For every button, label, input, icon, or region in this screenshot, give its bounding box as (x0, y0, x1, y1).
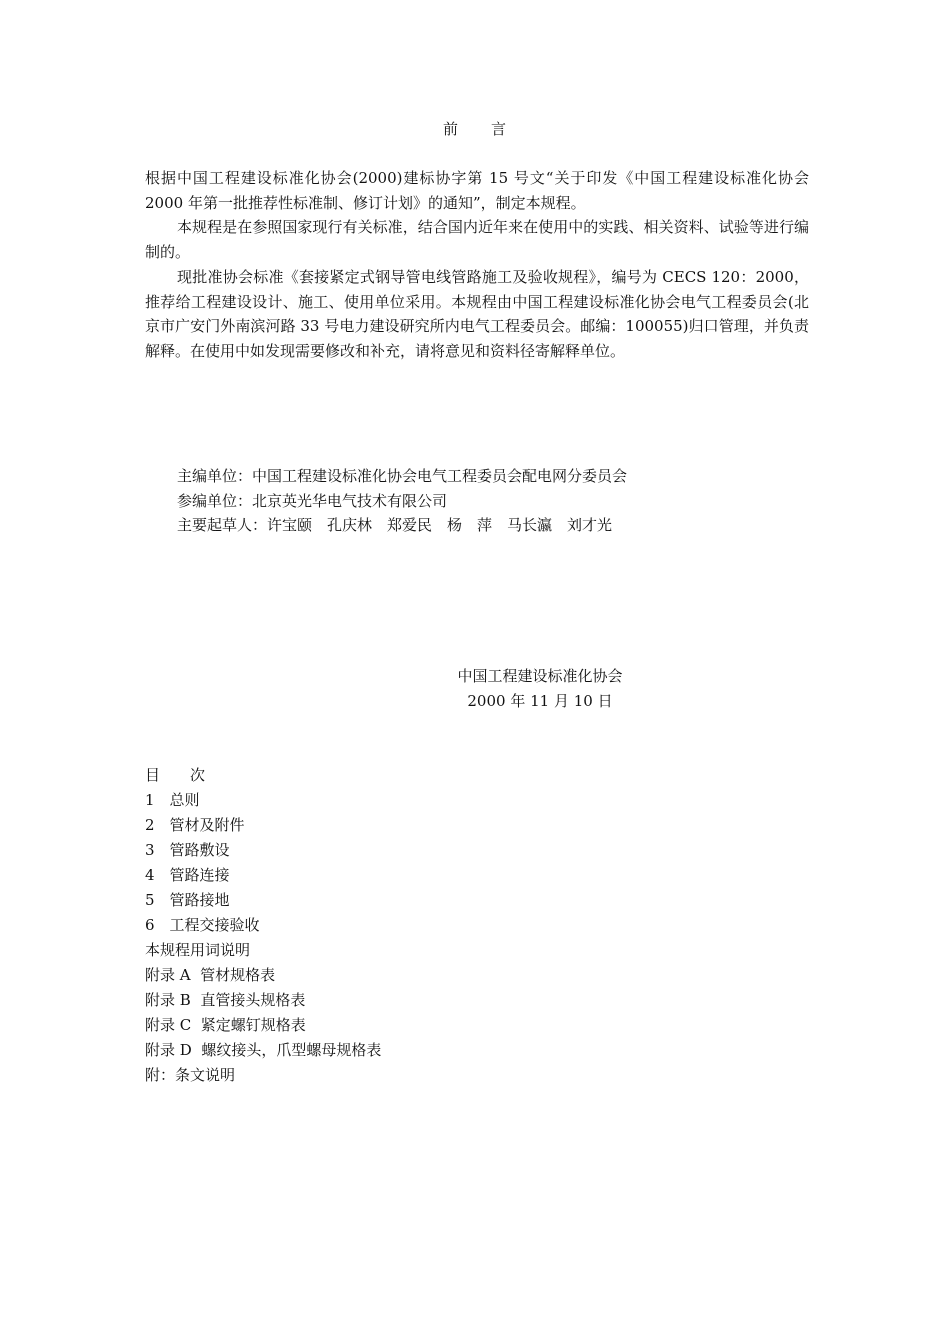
editing-units (177, 464, 817, 538)
toc-item: 附录 D 螺纹接头，爪型螺母规格表 (145, 1041, 382, 1059)
preface-body (145, 166, 809, 364)
signature-org: 中国工程建设标准化协会 (457, 667, 623, 685)
toc-item: 2 管材及附件 (145, 816, 245, 834)
toc-item: 4 管路连接 (145, 866, 230, 884)
page-title: 前 言 (442, 120, 507, 138)
toc-item: 6 工程交接验收 (145, 916, 260, 934)
toc-item: 附录 A 管材规格表 (145, 966, 276, 984)
toc-item: 本规程用词说明 (145, 941, 251, 959)
toc-item: 1 总则 (145, 791, 200, 809)
preface-paragraph-3: 现批准协会标准《套接紧定式钢导管电线管路施工及验收规程》，编号为 CECS 120：2000，推荐给工程建设设计、施工、使用单位采用。本规程由中国工程建设标准化协会电气工程委员会(北京市广安门外南滨河路 33 号电力建设研究所内电气工程委员会。邮编：100055)归口管理，并负责解释。在使用中如发现需要修改和补充，请将意见和资料径寄解释单位。 (145, 267, 809, 360)
preface-paragraph-2: 本规程是在参照国家现行有关标准，结合国内近年来在使用中的实践、相关资料、试验等进行编制的。 (145, 218, 809, 262)
main-drafters: 主要起草人：许宝颐 孔庆林 郑爱民 杨 萍 马长瀛 刘才光 (177, 516, 613, 534)
toc-item: 3 管路敷设 (145, 841, 230, 859)
toc-heading: 目 次 (145, 766, 206, 784)
table-of-contents (145, 763, 565, 1088)
toc-item: 附：条文说明 (145, 1066, 236, 1084)
chief-editor-unit: 主编单位：中国工程建设标准化协会电气工程委员会配电网分委员会 (177, 467, 628, 485)
toc-item: 附录 C 紧定螺钉规格表 (145, 1016, 306, 1034)
toc-item: 5 管路接地 (145, 891, 230, 909)
co-editor-unit: 参编单位：北京英光华电气技术有限公司 (177, 491, 448, 510)
signature-date: 2000 年 11 月 10 日 (467, 692, 613, 710)
preface-paragraph-1: 根据中国工程建设标准化协会(2000)建标协字第 15 号文“关于印发《中国工程建设标准化协会 2000 年第一批推荐性标准制、修订计划》的通知”，制定本规程。 (145, 169, 809, 212)
signature-block (410, 664, 670, 714)
toc-item: 附录 B 直管接头规格表 (145, 991, 306, 1009)
